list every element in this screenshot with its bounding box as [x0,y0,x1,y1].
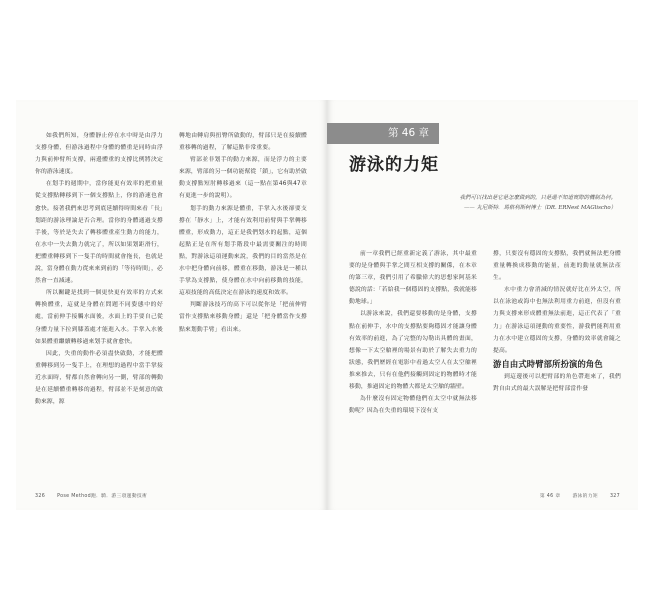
paragraph: 判斷游泳技巧的高下可以從你是「把前伸臂當作支撐點來移動身體」還是「把身體當作支撐點來划動手臂」看出來。 [179,302,307,333]
right-column-2 [493,248,621,395]
paragraph: 划手的動力來源是體重，手掌入水後卻要支撐在「靜水」上，才能有效利用前臂與手掌轉移體重，形成動力，這正是我們划水的起點，這個起點正是在所有划手階段中最需要關注的時間點，對游泳這項運動來說，我們的目的當然是在水中把身體向前移，體重在移動，游泳是一種以手掌為支撐點，使身體在水中向前移動的技能，這項技能的高低決定在游泳的速度和效率。 [179,205,307,297]
paragraph: 臂部並非划手的動力來源，而是浮力的主要來源，臂部的另一個功能幫從「鎖」，它有助於啟動支撐點短肘轉移過來（這一點在第46與47章有更進一步的說明）。 [179,157,307,200]
epigraph-attribution: —— 丸尼斯特．馬格利斯柯博士（DR. ERNest MAGlischo） [464,205,616,211]
right-page [327,100,638,510]
chapter-label: 第 46 章 [327,123,439,144]
paragraph: 在划手的週期中，當你能更有效率的把重量從支撐點轉移到下一個支撐點上，你的游速也會愈快。接著我們來思考到底延續得時間來看「長」划距的游泳理論是否合理。當你的身體通過支撐手後，等於是失去了轉移體重產生動力的能力，在水中一失去動力就完了，所以如果划距滑行，把體重轉移到下一隻手的時間就會拖長，也就是說，當身體在動力從來來到前的「等待時間」，必然會一直減速。 [35,181,163,285]
right-footer [540,492,620,499]
paragraph: 水中重力會消減的情況就好比在外太空，所以在泳池或海中也無法利用重力前進，但沒有重力與支撐來形成體重無法前進，這正代表了「重力」在游泳這項運動的重要性，游我們能利用重力在水中建立穩固的支撐，身體的效率就會隨之提高。 [493,287,621,354]
left-footer [35,492,147,499]
epigraph [386,193,616,213]
right-column-1 [349,248,477,417]
paragraph: 如我們所知，身體靜止停在水中時是由浮力支撐身體，但游泳過程中身體的體重是同時由浮力與前伸臂所支撐，兩邊體重的支撐比例將決定你的游泳速度。 [35,133,163,176]
paragraph: 因此，失重的動作必須盡快啟動，才能把體重轉移到另一隻手上，在理想的過程中當手掌接近水面時，臂都自然會轉向另一側，臂部的轉動是在延續體重轉移的過程，臂部並不是刻意的啟動來源，源 [35,350,163,406]
paragraph: 撐，只要沒有穩固的支撐點，我們就無法把身體重量轉換成移動的能量，前進的動量就無法產生。 [493,251,621,282]
paragraph: 轉地由轉肩與扭臀所啟動的，臂部只是在接續體重移轉的過程，了解這點非常重要。 [179,133,307,152]
page-number: 327 [609,494,620,499]
epigraph-quote: 我們可以找出是它是怎麼做到的，只是還不知道實際的機制為何。 [459,195,616,201]
running-chapter: 第 46 章 [539,494,561,499]
section-heading: 游自由式時臂部所扮演的角色 [493,358,603,369]
running-title: 游泳的力矩 [572,494,598,499]
page-number: 326 [35,494,46,499]
paragraph: 所以關鍵是找到一個更快更有效率的方式來轉換體重，這就是身體在問題不同姿態中的好處，當前伸手接觸水面後，水面上的手要自己從身體力量下拉到膝蓋處才能進入水。手掌入水後如果體重繼續轉移過來划手就會愈快。 [35,290,163,345]
running-title: Pose Method跑．騎．游三項運動技術 [57,494,148,499]
paragraph: 以游泳來說，我們還要移動的是身體，支撐點在前伸手，水中的支撐點要夠穩固才能讓身體有效率的前進，為了完整的勾勒出具體的畫面，想像一下太空艙裡的場景有助於了解失去重力的狀態，我們歷經在電影中看過太空人在太空艙裡推來推去，只有在他們接觸到固定的物體時才能移動，推過固定的物體大都是太空艙的牆壁。 [349,311,477,391]
paragraph: 為什麼沒有固定物體他們在太空中就無法移動呢？因為在失重的環境下沒有支 [349,396,477,415]
paragraph: 前一章我們已經重新定義了游泳，其中最重要的是身體與手掌之間互相支撐的關係，在本章的第三章，我們引用了希臘偉大的思想家阿基米德說的話：「若給我一個穩固的支撐點，我就能移動地球。」 [349,251,477,306]
left-page [16,100,327,510]
paragraph: 到這邊後可以把臂部的角色帶進來了，我們對自由式的最大誤解是把臂部當作發 [493,373,621,392]
left-column-2 [179,130,307,336]
chapter-title: 游泳的力矩 [349,155,439,175]
left-column-1 [35,130,163,408]
